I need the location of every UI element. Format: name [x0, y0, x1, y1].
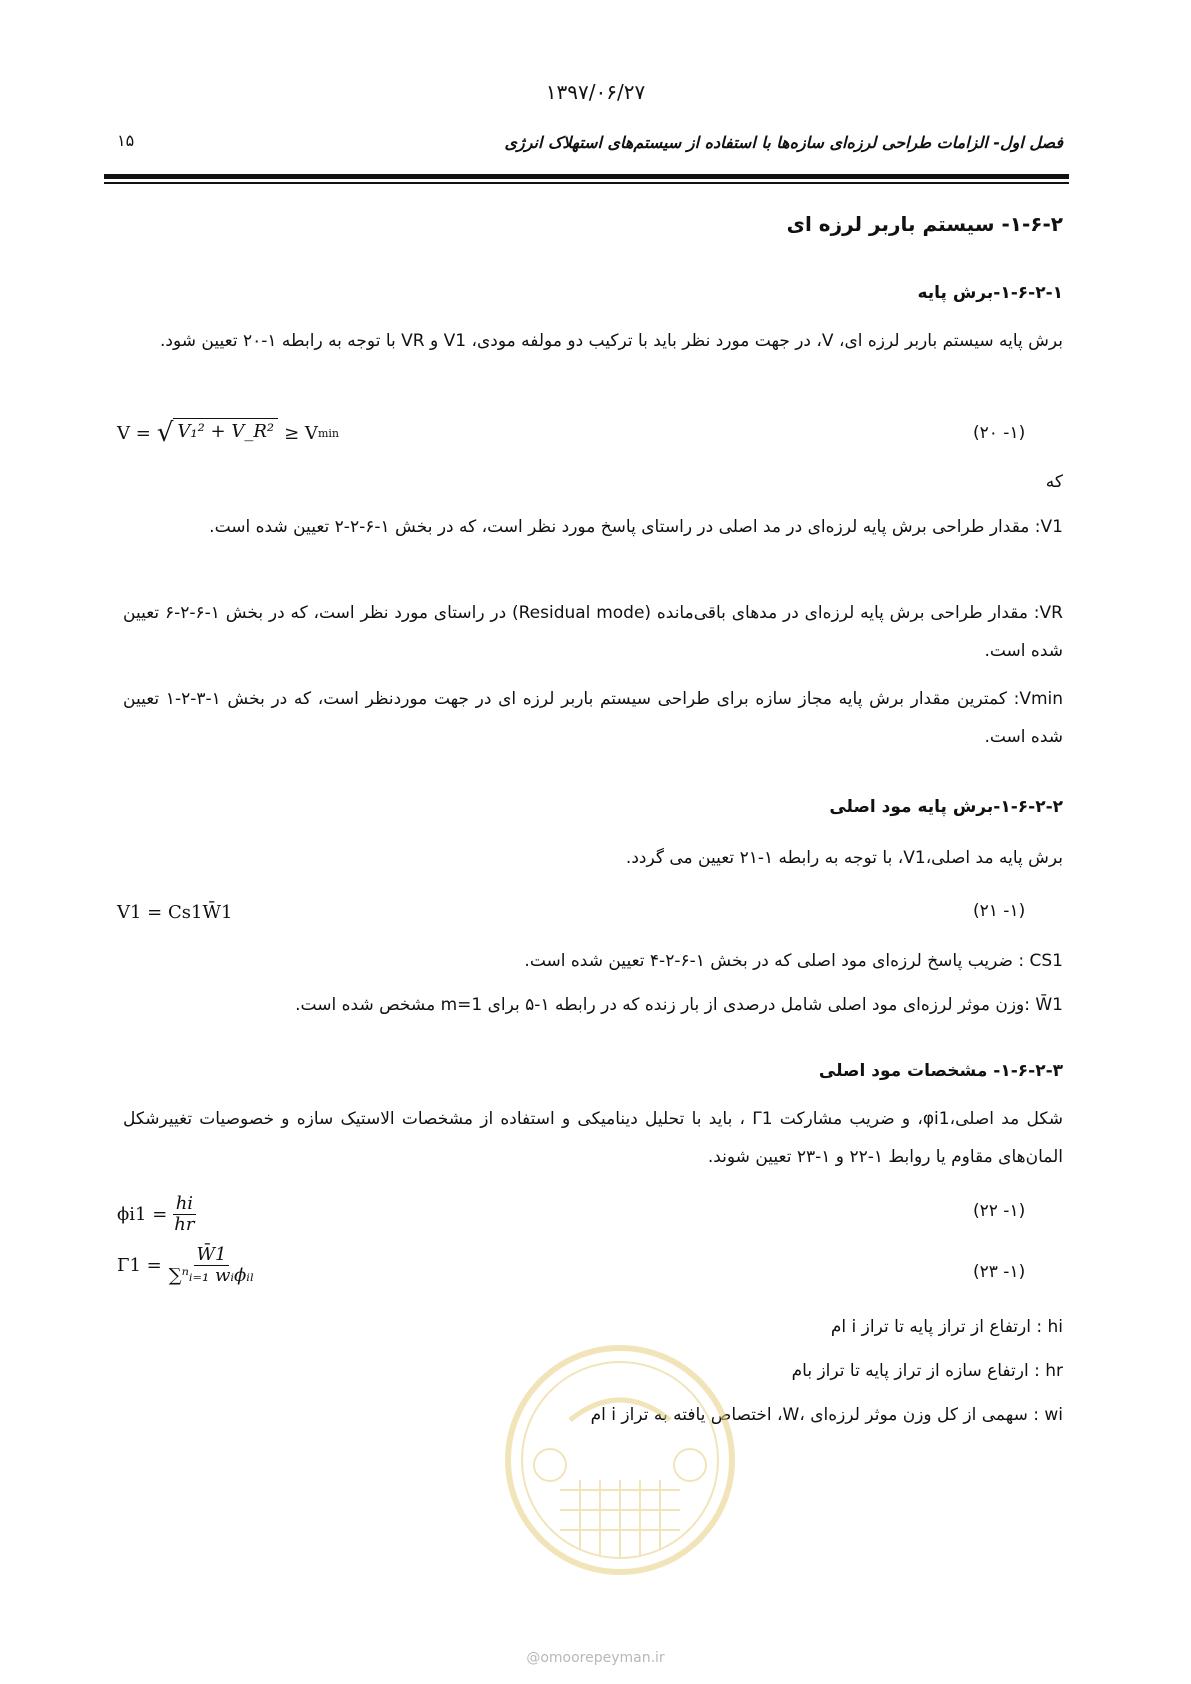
chapter-title: فصل اول- الزامات طراحی لرزه‌ای سازه‌ها با استفاده از سیستم‌های استهلاک انرژی	[504, 133, 1063, 152]
formula-23-numerator: W̄1	[194, 1245, 230, 1266]
formula-20-rhs: ≥ V	[284, 422, 318, 444]
definition-w1: W̄1 :وزن موثر لرزه‌ای مود اصلی شامل درصدی از بار زنده که در رابطه ۱-۵ برای m=1 مشخص شده است.	[295, 995, 1063, 1015]
equation-number-22: (۱- ۲۲)	[973, 1201, 1026, 1221]
formula-22-numerator: hi	[173, 1194, 196, 1215]
formula-23	[117, 1245, 261, 1286]
formula-20	[117, 418, 339, 448]
definition-vr: VR: مقدار طراحی برش پایه لرزه‌ای در مدهای باقی‌مانده (Residual mode) در راستای مورد نظر است، که در بخش ۱-۶-۲-۶ تعیین شده است.	[123, 603, 1063, 661]
subsection-1-heading: ۱-۶-۲-۱-برش پایه	[917, 283, 1063, 303]
definition-cs1: CS1 : ضریب پاسخ لرزه‌ای مود اصلی که در بخش ۱-۶-۲-۴ تعیین شده است.	[524, 951, 1063, 971]
watermark-logo	[500, 1340, 740, 1580]
subsection-3-paragraph: شکل مد اصلی،φi1، و ضریب مشارکت Γ1 ، باید با تحلیل دینامیکی و استفاده از مشخصات الاستیک سازه و خصوصیات تغییرشکل المان‌های مقاوم یا روابط ۱-۲۲ و ۱-۲۳ تعیین شوند.	[123, 1109, 1064, 1167]
where-label: که	[1045, 472, 1063, 492]
subsection-2-heading: ۱-۶-۲-۲-برش پایه مود اصلی	[829, 797, 1063, 817]
formula-23-fraction	[166, 1245, 258, 1286]
definition-v1: V1: مقدار طراحی برش پایه لرزه‌ای در مد اصلی در راستای پاسخ مورد نظر است، که در بخش ۱-۶-۲-۲ تعیین شده است.	[209, 517, 1063, 537]
formula-20-rhs-sub: min	[317, 426, 339, 440]
definition-vmin: Vmin: کمترین مقدار برش پایه مجاز سازه برای طراحی سیستم باربر لرزه ای در جهت موردنظر است، که در بخش ۱-۳-۲-۱ تعیین شده است.	[123, 689, 1063, 747]
formula-23-lhs: Γ1 =	[117, 1255, 162, 1276]
header-rule-thin	[104, 182, 1069, 184]
formula-22-fraction	[171, 1194, 197, 1235]
page-number: ۱۵	[117, 131, 135, 150]
formula-21: V1 = Cs1W̄1	[117, 902, 233, 923]
formula-23-denominator: ∑ⁿᵢ₌₁ wᵢϕᵢₗ	[168, 1265, 255, 1286]
equation-number-21: (۱- ۲۱)	[973, 901, 1026, 921]
definition-hr: hr : ارتفاع سازه از تراز پایه تا تراز بام	[791, 1361, 1063, 1381]
equation-number-20: (۱- ۲۰)	[973, 423, 1026, 443]
definition-hi: hi : ارتفاع از تراز پایه تا تراز i ام	[830, 1317, 1063, 1337]
section-heading: ۱-۶-۲- سیستم باربر لرزه ای	[786, 212, 1063, 236]
subsection-3-heading: ۱-۶-۲-۳- مشخصات مود اصلی	[818, 1061, 1063, 1081]
subsection-2-paragraph: برش پایه مد اصلی،V1، با توجه به رابطه ۱-۲۱ تعیین می گردد.	[625, 848, 1063, 868]
definition-wi: wi : سهمی از کل وزن موثر لرزه‌ای ،W، اختصاص یافته به تراز i ام	[590, 1405, 1063, 1425]
formula-20-sqrt-body: V₁² + V_R²	[173, 418, 278, 448]
document-date: ۱۳۹۷/۰۶/۲۷	[545, 80, 646, 104]
watermark-site: @omoorepeyman.ir	[526, 1650, 665, 1666]
header-rule-thick	[104, 174, 1069, 179]
subsection-1-paragraph: برش پایه سیستم باربر لرزه ای، V، در جهت مورد نظر باید با ترکیب دو مولفه مودی، V1 و VR با توجه به رابطه ۱-۲۰ تعیین شود.	[160, 331, 1063, 351]
formula-22	[117, 1194, 202, 1235]
formula-22-lhs: ϕi1 =	[117, 1204, 168, 1225]
formula-20-lhs: V =	[117, 422, 151, 444]
formula-22-denominator: hr	[174, 1214, 195, 1235]
formula-20-sqrt: √ V₁² + V_R²	[157, 418, 278, 448]
equation-number-23: (۱- ۲۳)	[973, 1262, 1026, 1282]
